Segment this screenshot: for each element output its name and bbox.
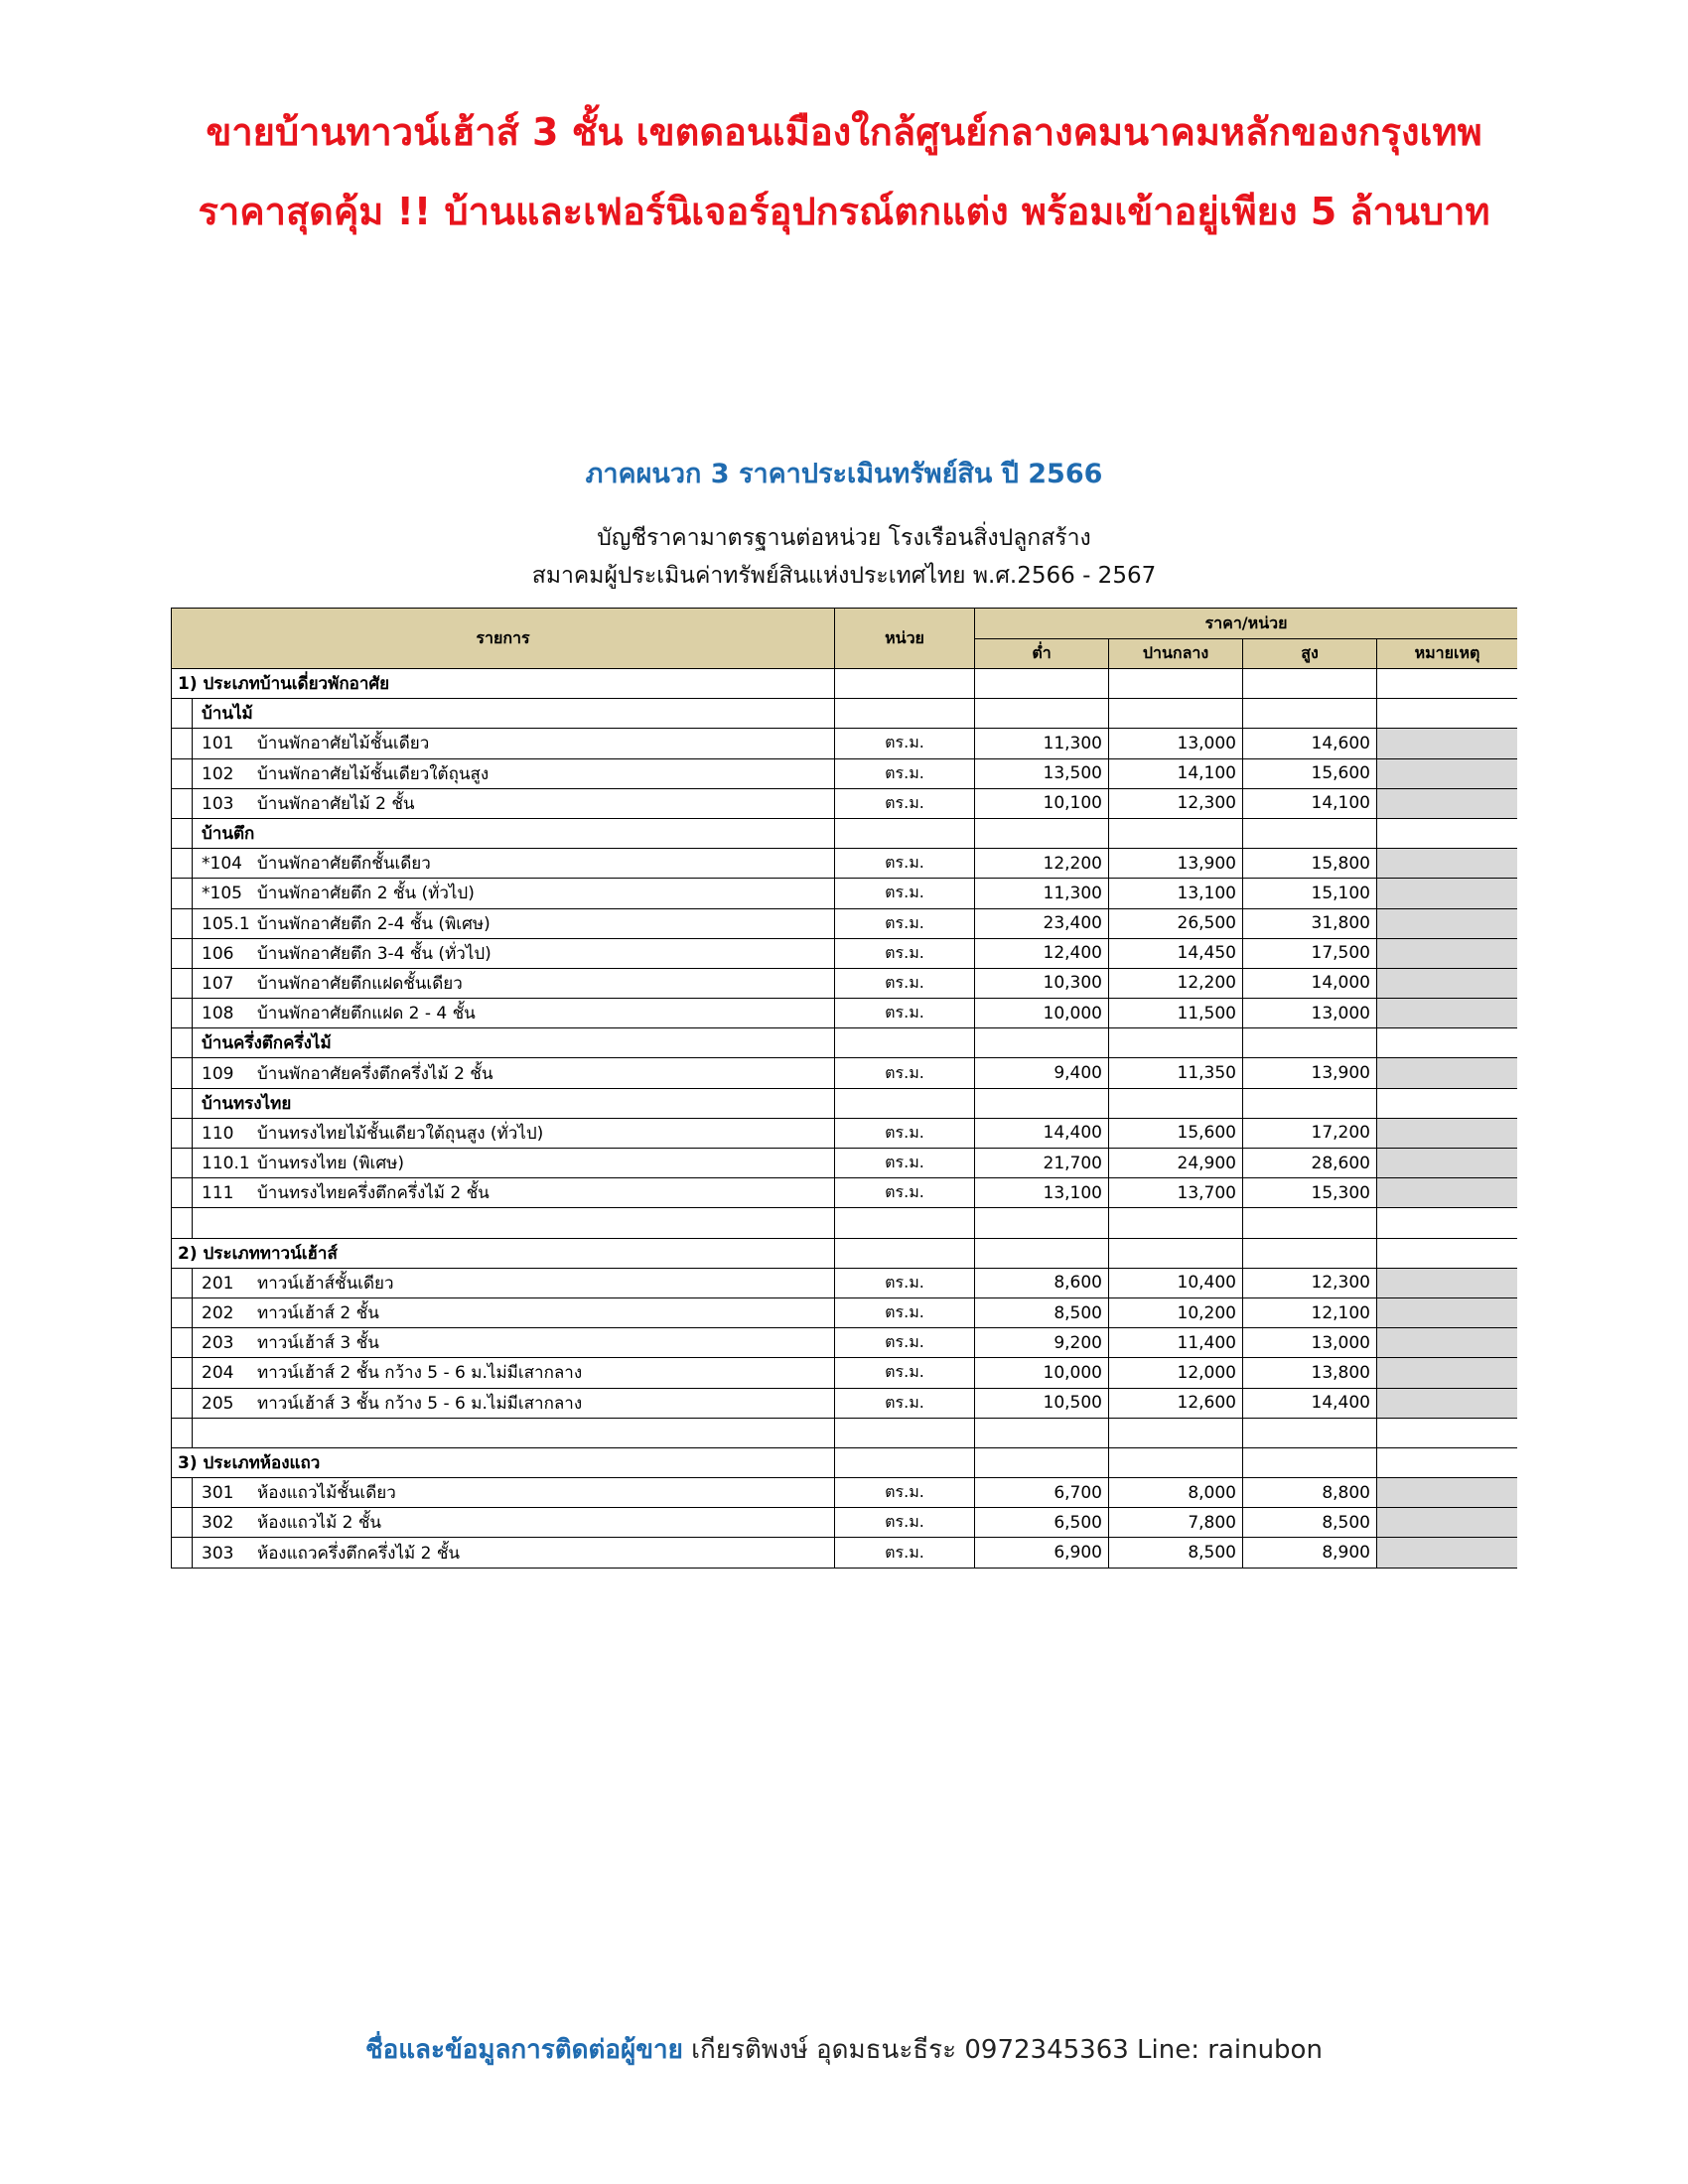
note-cell [1377, 1058, 1518, 1088]
table-row [172, 1149, 1518, 1178]
note-cell [1377, 879, 1518, 908]
item-name-cell [172, 938, 835, 968]
empty-cell [1377, 1208, 1518, 1238]
empty-cell [1377, 1028, 1518, 1058]
header-item: รายการ [172, 609, 835, 669]
item-unit: ตร.ม. [835, 1328, 975, 1358]
item-unit: ตร.ม. [835, 908, 975, 938]
item-name-cell [172, 1478, 835, 1508]
appendix-title: ภาคผนวก 3 ราคาประเมินทรัพย์สิน ปี 2566 [585, 459, 1103, 489]
section-name: 2) ประเภททาวน์เฮ้าส์ [172, 1238, 835, 1268]
table-row [172, 908, 1518, 938]
empty-cell [975, 818, 1109, 848]
item-name: ห้องแถวไม้ 2 ชั้น [257, 1513, 382, 1534]
price-mid: 13,700 [1109, 1178, 1243, 1208]
item-code: 101 [202, 734, 234, 754]
item-code: 110 [202, 1123, 234, 1144]
price-low: 10,000 [975, 999, 1109, 1028]
note-cell [1377, 1478, 1518, 1508]
item-unit: ตร.ม. [835, 758, 975, 788]
table-row [172, 938, 1518, 968]
price-low: 13,500 [975, 758, 1109, 788]
empty-cell [975, 699, 1109, 729]
price-low: 23,400 [975, 908, 1109, 938]
note-cell [1377, 1268, 1518, 1297]
price-low: 8,600 [975, 1268, 1109, 1297]
price-low: 6,500 [975, 1508, 1109, 1538]
price-high: 13,800 [1243, 1358, 1377, 1388]
item-name-cell [172, 999, 835, 1028]
item-name-cell [172, 1118, 835, 1148]
item-name-cell [172, 908, 835, 938]
item-name: ห้องแถวครึ่งตึกครึ่งไม้ 2 ชั้น [257, 1543, 460, 1564]
price-mid: 8,500 [1109, 1538, 1243, 1568]
item-name: บ้านพักอาศัยตึก 2-4 ชั้น (พิเศษ) [257, 913, 491, 934]
header-mid: ปานกลาง [1109, 639, 1243, 669]
item-name: บ้านพักอาศัยไม้ชั้นเดียว [257, 734, 430, 754]
item-unit: ตร.ม. [835, 1118, 975, 1148]
price-high: 28,600 [1243, 1149, 1377, 1178]
item-unit: ตร.ม. [835, 1178, 975, 1208]
item-name: บ้านทรงไทยไม้ชั้นเดียวใต้ถุนสูง (ทั่วไป) [257, 1123, 544, 1144]
table-row [172, 1268, 1518, 1297]
item-code: 102 [202, 763, 234, 784]
item-unit: ตร.ม. [835, 1358, 975, 1388]
table-blank-row [172, 1418, 1518, 1447]
group-label: บ้านตึก [202, 824, 255, 845]
price-low: 9,400 [975, 1058, 1109, 1088]
item-name: บ้านทรงไทยครึ่งตึกครึ่งไม้ 2 ชั้น [257, 1183, 490, 1204]
item-name-cell [172, 1149, 835, 1178]
group-name [172, 1088, 835, 1118]
item-unit: ตร.ม. [835, 849, 975, 879]
price-low: 11,300 [975, 729, 1109, 758]
empty-cell [975, 1208, 1109, 1238]
note-cell [1377, 729, 1518, 758]
item-name-cell [172, 968, 835, 998]
price-mid: 13,000 [1109, 729, 1243, 758]
item-code: 103 [202, 793, 234, 814]
item-unit: ตร.ม. [835, 1508, 975, 1538]
item-unit: ตร.ม. [835, 1478, 975, 1508]
table-row [172, 999, 1518, 1028]
table-row [172, 729, 1518, 758]
empty-cell [1377, 818, 1518, 848]
item-code: 302 [202, 1513, 234, 1534]
item-unit: ตร.ม. [835, 999, 975, 1028]
headline-line-2: ราคาสุดคุ้ม !! บ้านและเฟอร์นิเจอร์อุปกรณ์ตกแต่ง พร้อมเข้าอยู่เพียง 5 ล้านบาท [198, 190, 1490, 233]
note-cell [1377, 938, 1518, 968]
price-high: 15,600 [1243, 758, 1377, 788]
empty-cell [835, 1088, 975, 1118]
table-row [172, 1508, 1518, 1538]
price-low: 10,500 [975, 1388, 1109, 1418]
table-row [172, 788, 1518, 818]
item-name-cell [172, 1178, 835, 1208]
empty-cell [1377, 1088, 1518, 1118]
price-mid: 13,100 [1109, 879, 1243, 908]
empty-cell [1243, 1208, 1377, 1238]
price-high: 14,400 [1243, 1388, 1377, 1418]
item-code: 107 [202, 973, 234, 994]
table-group-row [172, 699, 1518, 729]
price-mid: 14,450 [1109, 938, 1243, 968]
item-unit: ตร.ม. [835, 1268, 975, 1297]
price-mid: 26,500 [1109, 908, 1243, 938]
table-row [172, 1328, 1518, 1358]
item-name: บ้านทรงไทย (พิเศษ) [257, 1154, 404, 1174]
price-mid: 12,600 [1109, 1388, 1243, 1418]
section-name: 3) ประเภทห้องแถว [172, 1447, 835, 1477]
section-name: 1) ประเภทบ้านเดี่ยวพักอาศัย [172, 669, 835, 699]
note-cell [1377, 999, 1518, 1028]
item-name-cell [172, 1538, 835, 1568]
item-name: บ้านพักอาศัยตึก 2 ชั้น (ทั่วไป) [257, 884, 475, 904]
price-high: 15,300 [1243, 1178, 1377, 1208]
item-name: ทาวน์เฮ้าส์ 2 ชั้น [257, 1303, 379, 1324]
price-mid: 14,100 [1109, 758, 1243, 788]
price-high: 13,000 [1243, 1328, 1377, 1358]
item-code: 301 [202, 1483, 234, 1504]
item-code: *104 [202, 854, 242, 875]
item-unit: ตร.ม. [835, 1538, 975, 1568]
note-cell [1377, 968, 1518, 998]
note-cell [1377, 1328, 1518, 1358]
item-unit: ตร.ม. [835, 729, 975, 758]
note-cell [1377, 788, 1518, 818]
price-mid: 7,800 [1109, 1508, 1243, 1538]
table-row [172, 1358, 1518, 1388]
header-low: ต่ำ [975, 639, 1109, 669]
empty-cell [835, 1418, 975, 1447]
price-mid: 15,600 [1109, 1118, 1243, 1148]
item-name-cell [172, 1388, 835, 1418]
price-high: 8,900 [1243, 1538, 1377, 1568]
price-low: 8,500 [975, 1297, 1109, 1327]
note-cell [1377, 1178, 1518, 1208]
item-name-cell [172, 729, 835, 758]
price-mid: 8,000 [1109, 1478, 1243, 1508]
price-high: 12,100 [1243, 1297, 1377, 1327]
item-name: บ้านพักอาศัยตึก 3-4 ชั้น (ทั่วไป) [257, 943, 492, 964]
price-low: 12,400 [975, 938, 1109, 968]
empty-cell [835, 1238, 975, 1268]
price-low: 10,300 [975, 968, 1109, 998]
price-table-container [171, 608, 1517, 1569]
item-name: บ้านพักอาศัยครึ่งตึกครึ่งไม้ 2 ชั้น [257, 1063, 493, 1084]
header-price-group: ราคา/หน่วย [975, 609, 1518, 639]
price-mid: 11,500 [1109, 999, 1243, 1028]
contact-details: เกียรติพงษ์ อุดมธนะธีระ 0972345363 Line: rainubon [691, 2035, 1323, 2065]
item-name: บ้านพักอาศัยตึกชั้นเดียว [257, 854, 431, 875]
table-row [172, 1118, 1518, 1148]
item-name: บ้านพักอาศัยไม้ชั้นเดียวใต้ถุนสูง [257, 763, 490, 784]
item-name-cell [172, 758, 835, 788]
price-high: 15,100 [1243, 879, 1377, 908]
price-high: 17,200 [1243, 1118, 1377, 1148]
empty-cell [1377, 669, 1518, 699]
item-code: 202 [202, 1303, 234, 1324]
item-name-cell [172, 1297, 835, 1327]
price-high: 13,900 [1243, 1058, 1377, 1088]
empty-cell [1109, 1028, 1243, 1058]
price-mid: 24,900 [1109, 1149, 1243, 1178]
empty-cell [1243, 699, 1377, 729]
table-group-row [172, 1088, 1518, 1118]
empty-cell [1243, 1447, 1377, 1477]
item-name: บ้านพักอาศัยตึกแฝด 2 - 4 ชั้น [257, 1004, 476, 1024]
price-high: 8,800 [1243, 1478, 1377, 1508]
item-code: 109 [202, 1063, 234, 1084]
empty-cell [835, 1208, 975, 1238]
price-low: 13,100 [975, 1178, 1109, 1208]
item-unit: ตร.ม. [835, 788, 975, 818]
empty-cell [1377, 1418, 1518, 1447]
price-low: 14,400 [975, 1118, 1109, 1148]
empty-cell [1243, 1418, 1377, 1447]
seller-contact [0, 2029, 1688, 2070]
item-code: 303 [202, 1543, 234, 1564]
empty-cell [1109, 669, 1243, 699]
empty-cell [1243, 818, 1377, 848]
empty-cell [1243, 1088, 1377, 1118]
empty-cell [1109, 699, 1243, 729]
price-low: 6,700 [975, 1478, 1109, 1508]
group-name [172, 1028, 835, 1058]
item-name: ห้องแถวไม้ชั้นเดียว [257, 1483, 396, 1504]
empty-cell [172, 1208, 835, 1238]
note-cell [1377, 1358, 1518, 1388]
group-label: บ้านไม้ [202, 704, 253, 725]
table-row [172, 1178, 1518, 1208]
empty-cell [1377, 1447, 1518, 1477]
table-row [172, 1297, 1518, 1327]
table-row [172, 1058, 1518, 1088]
note-cell [1377, 1388, 1518, 1418]
price-mid: 10,400 [1109, 1268, 1243, 1297]
table-row [172, 1388, 1518, 1418]
empty-cell [1377, 1238, 1518, 1268]
empty-cell [975, 1447, 1109, 1477]
item-code: 203 [202, 1333, 234, 1354]
table-row [172, 1538, 1518, 1568]
price-high: 13,000 [1243, 999, 1377, 1028]
price-mid: 11,350 [1109, 1058, 1243, 1088]
item-unit: ตร.ม. [835, 1297, 975, 1327]
empty-cell [1243, 1028, 1377, 1058]
item-unit: ตร.ม. [835, 879, 975, 908]
item-code: 204 [202, 1363, 234, 1384]
item-name-cell [172, 1508, 835, 1538]
item-code: 201 [202, 1273, 234, 1294]
item-unit: ตร.ม. [835, 1058, 975, 1088]
price-table [171, 608, 1517, 1569]
price-low: 9,200 [975, 1328, 1109, 1358]
item-code: 205 [202, 1393, 234, 1414]
price-mid: 11,400 [1109, 1328, 1243, 1358]
item-name-cell [172, 879, 835, 908]
empty-cell [1109, 818, 1243, 848]
group-label: บ้านครึ่งตึกครึ่งไม้ [202, 1033, 332, 1054]
item-name-cell [172, 1328, 835, 1358]
item-unit: ตร.ม. [835, 938, 975, 968]
empty-cell [172, 1418, 835, 1447]
item-unit: ตร.ม. [835, 968, 975, 998]
note-cell [1377, 1297, 1518, 1327]
item-name: ทาวน์เฮ้าส์ 3 ชั้น [257, 1333, 379, 1354]
empty-cell [975, 669, 1109, 699]
price-low: 10,000 [975, 1358, 1109, 1388]
header-note: หมายเหตุ [1377, 639, 1518, 669]
price-low: 6,900 [975, 1538, 1109, 1568]
price-low: 12,200 [975, 849, 1109, 879]
price-mid: 12,000 [1109, 1358, 1243, 1388]
price-low: 21,700 [975, 1149, 1109, 1178]
table-row [172, 1478, 1518, 1508]
table-row [172, 758, 1518, 788]
item-name-cell [172, 1268, 835, 1297]
empty-cell [975, 1418, 1109, 1447]
empty-cell [975, 1238, 1109, 1268]
note-cell [1377, 1118, 1518, 1148]
group-name [172, 818, 835, 848]
item-name: บ้านพักอาศัยไม้ 2 ชั้น [257, 793, 415, 814]
price-high: 17,500 [1243, 938, 1377, 968]
price-high: 31,800 [1243, 908, 1377, 938]
item-unit: ตร.ม. [835, 1388, 975, 1418]
item-code: 111 [202, 1183, 234, 1204]
price-high: 15,800 [1243, 849, 1377, 879]
empty-cell [1109, 1208, 1243, 1238]
price-table-header [172, 609, 1518, 669]
note-cell [1377, 908, 1518, 938]
price-high: 12,300 [1243, 1268, 1377, 1297]
empty-cell [835, 1028, 975, 1058]
item-name: บ้านพักอาศัยตึกแฝดชั้นเดียว [257, 973, 463, 994]
item-code: 108 [202, 1004, 234, 1024]
table-subtitle-1: บัญชีราคามาตรฐานต่อหน่วย โรงเรือนสิ่งปลูกสร้าง [597, 525, 1091, 551]
price-low: 11,300 [975, 879, 1109, 908]
table-section-row [172, 669, 1518, 699]
price-low: 10,100 [975, 788, 1109, 818]
price-mid: 12,300 [1109, 788, 1243, 818]
table-row [172, 968, 1518, 998]
item-name-cell [172, 788, 835, 818]
item-code: *105 [202, 884, 242, 904]
table-group-row [172, 1028, 1518, 1058]
table-row [172, 879, 1518, 908]
item-name: ทาวน์เฮ้าส์ชั้นเดียว [257, 1273, 394, 1294]
table-row [172, 849, 1518, 879]
item-code: 105.1 [202, 913, 250, 934]
empty-cell [1109, 1088, 1243, 1118]
item-code: 110.1 [202, 1154, 250, 1174]
table-section-row [172, 1447, 1518, 1477]
item-code: 106 [202, 943, 234, 964]
empty-cell [975, 1028, 1109, 1058]
price-high: 14,000 [1243, 968, 1377, 998]
empty-cell [975, 1088, 1109, 1118]
empty-cell [1377, 699, 1518, 729]
empty-cell [1109, 1418, 1243, 1447]
item-name-cell [172, 849, 835, 879]
empty-cell [1243, 1238, 1377, 1268]
note-cell [1377, 758, 1518, 788]
price-mid: 10,200 [1109, 1297, 1243, 1327]
item-name-cell [172, 1058, 835, 1088]
table-blank-row [172, 1208, 1518, 1238]
price-mid: 13,900 [1109, 849, 1243, 879]
price-high: 8,500 [1243, 1508, 1377, 1538]
item-unit: ตร.ม. [835, 1149, 975, 1178]
header-unit: หน่วย [835, 609, 975, 669]
price-table-body [172, 669, 1518, 1569]
empty-cell [835, 669, 975, 699]
table-section-row [172, 1238, 1518, 1268]
contact-label: ชื่อและข้อมูลการติดต่อผู้ขาย [365, 2035, 683, 2065]
empty-cell [835, 818, 975, 848]
price-high: 14,600 [1243, 729, 1377, 758]
headline-line-1: ขายบ้านทาวน์เฮ้าส์ 3 ชั้น เขตดอนเมืองใกล้ศูนย์กลางคมนาคมหลักของกรุงเทพ [206, 110, 1482, 154]
note-cell [1377, 1149, 1518, 1178]
group-name [172, 699, 835, 729]
header-high: สูง [1243, 639, 1377, 669]
empty-cell [1109, 1238, 1243, 1268]
table-subtitle-2: สมาคมผู้ประเมินค่าทรัพย์สินแห่งประเทศไทย พ.ศ.2566 - 2567 [531, 563, 1157, 589]
note-cell [1377, 1538, 1518, 1568]
empty-cell [835, 699, 975, 729]
empty-cell [1109, 1447, 1243, 1477]
table-group-row [172, 818, 1518, 848]
note-cell [1377, 849, 1518, 879]
item-name: ทาวน์เฮ้าส์ 2 ชั้น กว้าง 5 - 6 ม.ไม่มีเสากลาง [257, 1363, 583, 1384]
price-mid: 12,200 [1109, 968, 1243, 998]
note-cell [1377, 1508, 1518, 1538]
item-name: ทาวน์เฮ้าส์ 3 ชั้น กว้าง 5 - 6 ม.ไม่มีเสากลาง [257, 1393, 583, 1414]
item-name-cell [172, 1358, 835, 1388]
empty-cell [1243, 669, 1377, 699]
empty-cell [835, 1447, 975, 1477]
price-high: 14,100 [1243, 788, 1377, 818]
group-label: บ้านทรงไทย [202, 1093, 292, 1114]
